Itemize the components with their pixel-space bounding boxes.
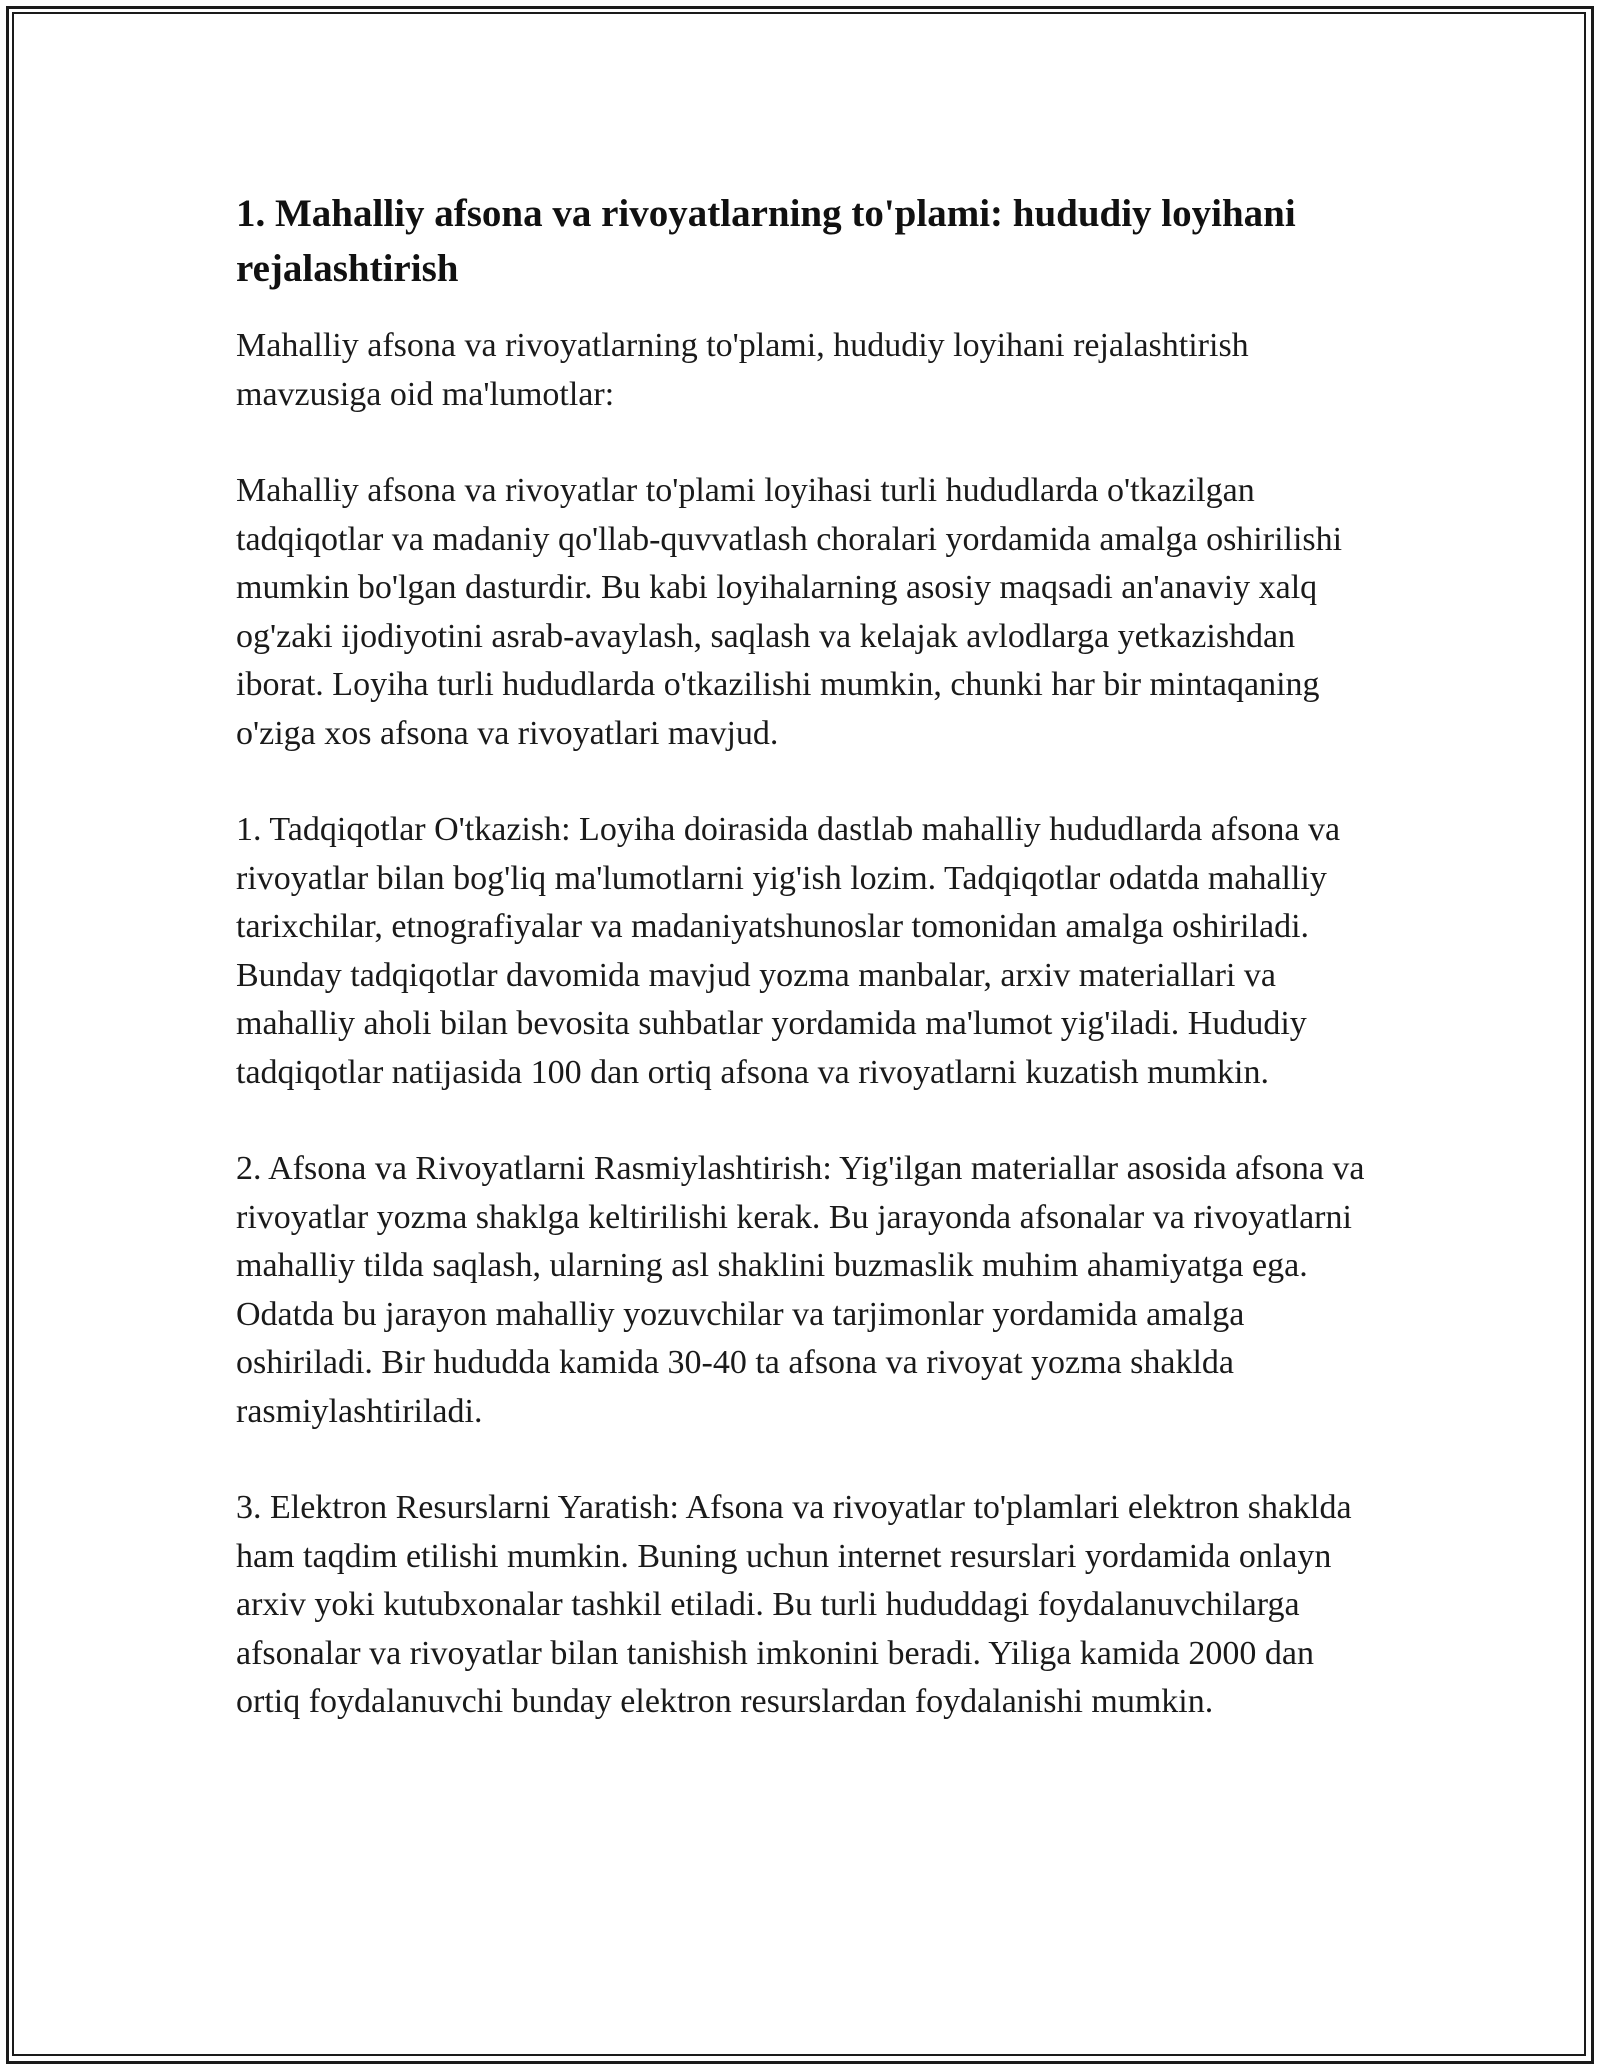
intro-paragraph: Mahalliy afsona va rivoyatlarning to'plami, hududiy loyihani rejalashtirish mavzusiga oid ma'lumotlar: — [236, 327, 1249, 413]
overview-paragraph: Mahalliy afsona va rivoyatlar to'plami loyihasi turli hududlarda o'tkazilgan tadqiqotlar va madaniy qo'llab-quvvatlash choralari yordamida amalga oshirilishi mumkin bo'lgan dasturdir. Bu kabi loyihalarning asosiy maqsadi an'anaviy xalq og'zaki ijodiyotini asrab-avaylash, saqlash va kelajak avlodlarga yetkazishdan iborat. Loyiha turli hududlarda o'tkazilishi mumkin, chunki har bir mintaqaning o'ziga xos afsona va rivoyatlari mavjud. — [236, 472, 1343, 752]
document-title: 1. Mahalliy afsona va rivoyatlarning to'plami: hududiy loyihani rejalashtirish — [236, 192, 1296, 290]
document-body — [236, 186, 1386, 1775]
electronic-resources-paragraph: 3. Elektron Resurslarni Yaratish: Afsona va rivoyatlar to'plamlari elektron shaklda ham taqdim etilishi mumkin. Buning uchun internet resurslari yordamida onlayn arxiv yoki kutubxonalar tashkil etiladi. Bu turli hududdagi foydalanuvchilarga afsonalar va rivoyatlar bilan tanishish imkonini beradi. Yiliga kamida 2000 dan ortiq foydalanuvchi bunday elektron resurslardan foydalanishi mumkin. — [236, 1489, 1352, 1720]
research-paragraph: 1. Tadqiqotlar O'tkazish: Loyiha doirasida dastlab mahalliy hududlarda afsona va rivoyatlar bilan bog'liq ma'lumotlarni yig'ish lozim. Tadqiqotlar odatda mahalliy tarixchilar, etnografiyalar va madaniyatshunoslar tomonidan amalga oshiriladi. Bunday tadqiqotlar davomida mavjud yozma manbalar, arxiv materiallari va mahalliy aholi bilan bevosita suhbatlar yordamida ma'lumot yig'iladi. Hududiy tadqiqotlar natijasida 100 dan ortiq afsona va rivoyatlarni kuzatish mumkin. — [236, 811, 1341, 1091]
formalization-paragraph: 2. Afsona va Rivoyatlarni Rasmiylashtirish: Yig'ilgan materiallar asosida afsona va rivoyatlar yozma shaklga keltirilishi kerak. Bu jarayonda afsonalar va rivoyatlarni mahalliy tilda saqlash, ularning asl shaklini buzmaslik muhim ahamiyatga ega. Odatda bu jarayon mahalliy yozuvchilar va tarjimonlar yordamida amalga oshiriladi. Bir hududda kamida 30-40 ta afsona va rivoyat yozma shaklda rasmiylashtiriladi. — [236, 1150, 1365, 1430]
